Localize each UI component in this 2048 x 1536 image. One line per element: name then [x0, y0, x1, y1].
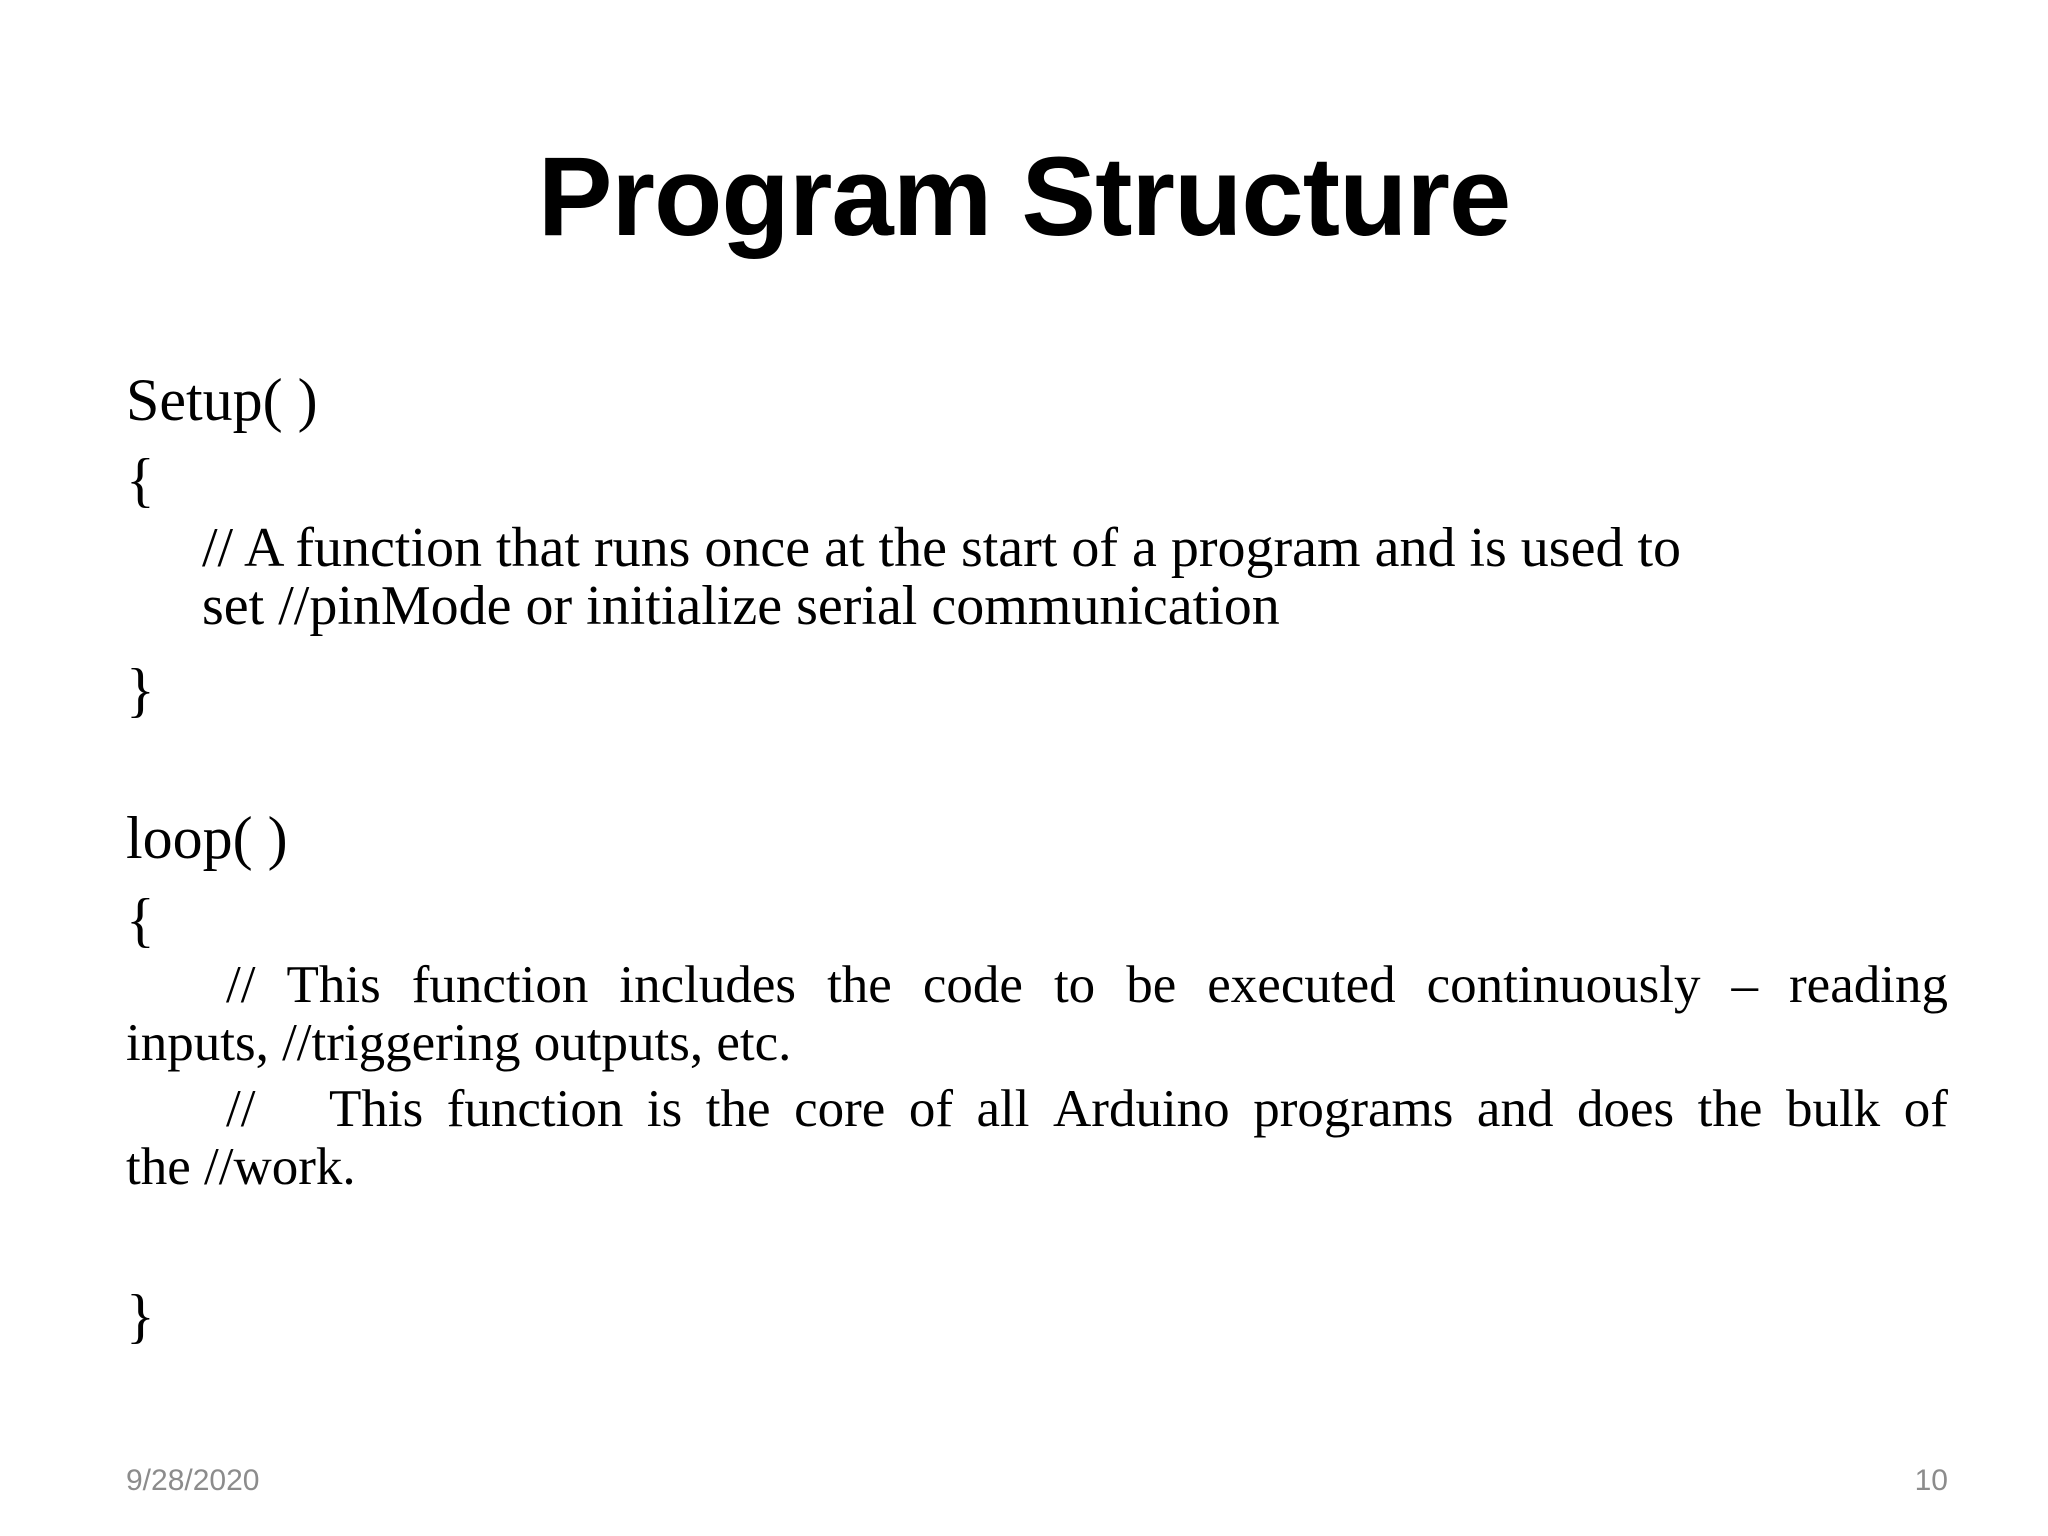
setup-comment-line-2: set //pinMode or initialize serial communication — [202, 575, 1280, 637]
word: continuously — [1426, 956, 1701, 1014]
word: reading — [1789, 956, 1948, 1014]
word: to — [1053, 956, 1096, 1014]
word: // — [226, 1080, 256, 1138]
word: the — [705, 1080, 771, 1138]
word: the — [827, 956, 892, 1014]
word: and — [1476, 1080, 1554, 1138]
word: Arduino — [1053, 1080, 1230, 1138]
word: of — [908, 1080, 953, 1138]
word: is — [646, 1080, 683, 1138]
loop-comment-1-line-2: inputs, //triggering outputs, etc. — [126, 1014, 792, 1072]
word: executed — [1207, 956, 1396, 1014]
word: bulk — [1785, 1080, 1881, 1138]
loop-comment-1-line-1 — [126, 956, 1948, 1014]
word: function — [411, 956, 589, 1014]
word: This — [328, 1080, 424, 1138]
word: does — [1576, 1080, 1675, 1138]
loop-signature: loop( ) — [126, 805, 288, 871]
word: programs — [1253, 1080, 1454, 1138]
word: of — [1903, 1080, 1948, 1138]
word: the — [1697, 1080, 1763, 1138]
word: all — [976, 1080, 1030, 1138]
word: This — [286, 956, 381, 1014]
word: be — [1126, 956, 1177, 1014]
footer-page-number: 10 — [1914, 1464, 1948, 1497]
loop-comment-2-line-1 — [126, 1080, 1948, 1138]
word: code — [922, 956, 1023, 1014]
setup-signature: Setup( ) — [126, 367, 318, 433]
loop-open-brace: { — [126, 887, 155, 953]
footer-date: 9/28/2020 — [126, 1464, 260, 1497]
word: core — [794, 1080, 886, 1138]
word: // — [226, 956, 256, 1014]
loop-comment-2 — [126, 1080, 1948, 1196]
word: function — [446, 1080, 624, 1138]
word: includes — [619, 956, 797, 1014]
slide-title: Program Structure — [537, 134, 1511, 259]
word: – — [1731, 956, 1758, 1014]
setup-open-brace: { — [126, 447, 155, 513]
loop-comment-1 — [126, 956, 1948, 1072]
loop-close-brace: } — [126, 1283, 155, 1349]
setup-close-brace: } — [126, 657, 155, 723]
loop-comment-2-line-2: the //work. — [126, 1138, 356, 1196]
setup-comment-line-1: // A function that runs once at the start of a program and is used to — [202, 517, 1681, 579]
